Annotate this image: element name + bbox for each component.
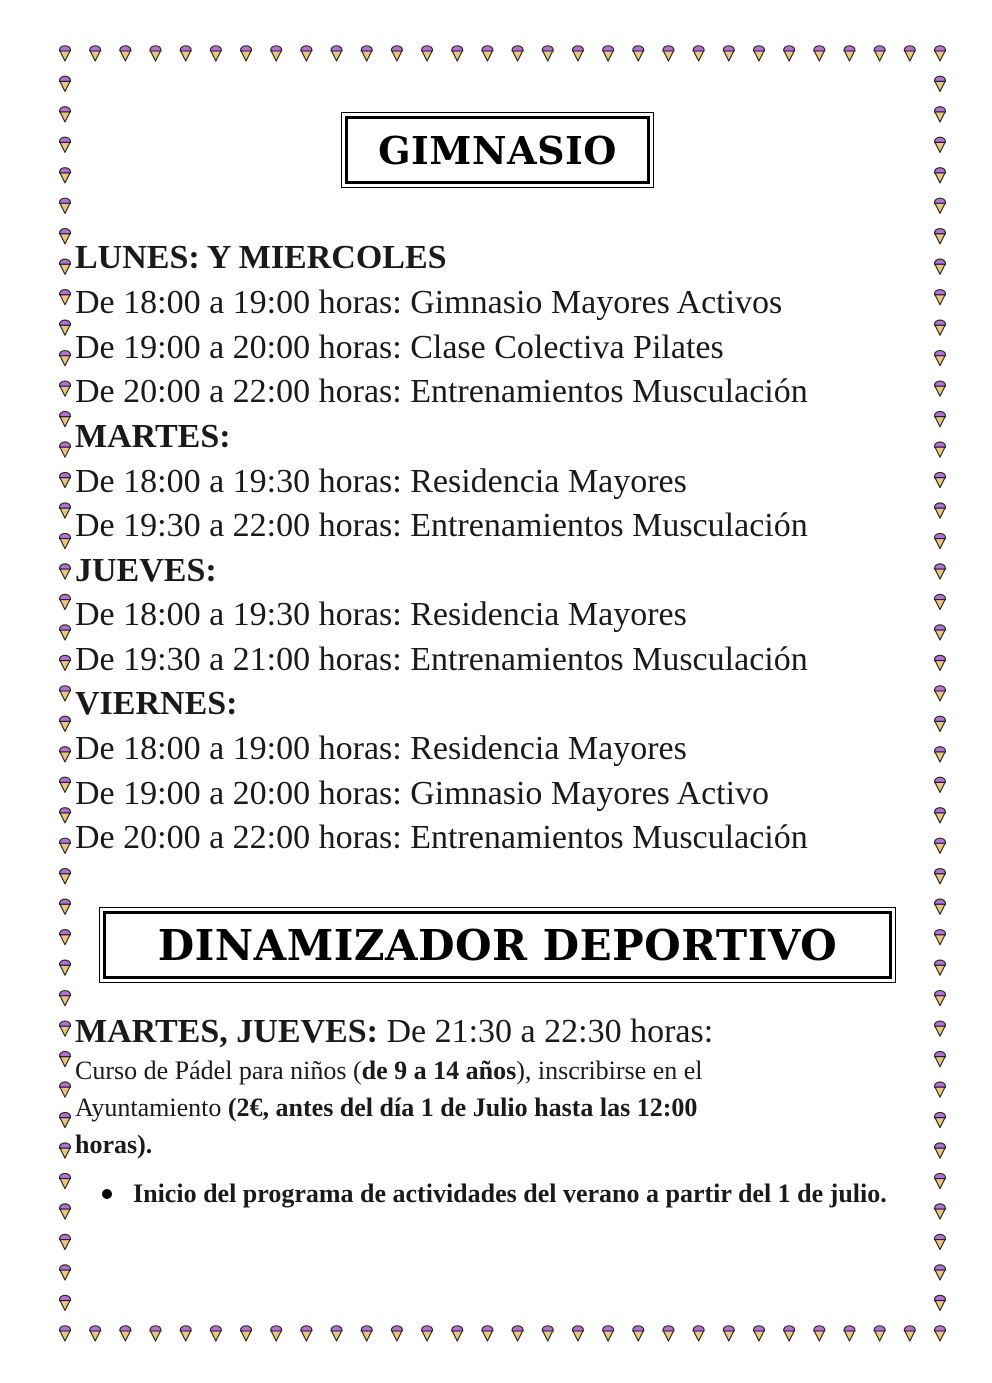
price-deadline: (2€, antes del día 1 de Julio hasta las 12:00	[227, 1093, 698, 1122]
ice-cream-cone-icon	[934, 1204, 945, 1219]
dinamizador-desc-line-3: horas).	[75, 1130, 153, 1159]
ice-cream-cone-icon	[241, 46, 252, 61]
ice-cream-cone-icon	[934, 869, 945, 884]
ice-cream-cone-icon	[59, 442, 70, 457]
schedule-line: De 19:30 a 21:00 horas: Entrenamientos Musculación	[75, 641, 808, 678]
ice-cream-cone-icon	[693, 46, 704, 61]
ice-cream-cone-icon	[934, 320, 945, 335]
ice-cream-cone-icon	[59, 1021, 70, 1036]
schedule-line: De 18:00 a 19:30 horas: Residencia Mayores	[75, 596, 687, 633]
ice-cream-cone-icon	[59, 594, 70, 609]
bullet-list	[100, 1176, 922, 1212]
ice-cream-cone-icon	[59, 1295, 70, 1310]
ice-cream-cone-icon	[59, 503, 70, 518]
ice-cream-cone-icon	[59, 686, 70, 701]
ice-cream-cone-icon	[934, 259, 945, 274]
ice-cream-cone-icon	[904, 46, 915, 61]
ice-cream-cone-icon	[723, 46, 734, 61]
ice-cream-cone-icon	[59, 46, 70, 61]
ice-cream-cone-icon	[934, 198, 945, 213]
ice-cream-cone-icon	[934, 1021, 945, 1036]
ice-cream-cone-icon	[603, 1326, 614, 1341]
age-range: de 9 a 14 años	[361, 1056, 517, 1085]
ice-cream-cone-icon	[391, 1326, 402, 1341]
ice-cream-cone-icon	[90, 46, 101, 61]
ice-cream-cone-icon	[90, 1326, 101, 1341]
dinamizador-desc-line-2	[75, 1095, 697, 1121]
ice-cream-cone-icon	[59, 808, 70, 823]
ice-cream-cone-icon	[934, 960, 945, 975]
ice-cream-cone-icon	[59, 838, 70, 853]
ice-cream-cone-icon	[271, 46, 282, 61]
ice-cream-cone-icon	[603, 46, 614, 61]
ice-cream-cone-icon	[422, 1326, 433, 1341]
ice-cream-cone-icon	[934, 442, 945, 457]
ice-cream-cone-icon	[934, 411, 945, 426]
ice-cream-cone-icon	[59, 1143, 70, 1158]
ice-cream-cone-icon	[934, 1082, 945, 1097]
day-heading-viernes: VIERNES:	[75, 685, 238, 722]
day-heading-jueves: JUEVES:	[75, 552, 217, 589]
ice-cream-cone-icon	[934, 686, 945, 701]
dinamizador-desc-line-1	[75, 1058, 703, 1084]
ice-cream-cone-icon	[59, 1234, 70, 1249]
ice-cream-cone-icon	[331, 1326, 342, 1341]
schedule-line: De 18:00 a 19:00 horas: Gimnasio Mayores Activos	[75, 284, 783, 321]
schedule-line: De 18:00 a 19:00 horas: Residencia Mayores	[75, 730, 687, 767]
ice-cream-cone-icon	[59, 655, 70, 670]
ice-cream-cone-icon	[934, 899, 945, 914]
ice-cream-cone-icon	[482, 1326, 493, 1341]
ice-cream-cone-icon	[934, 351, 945, 366]
ice-cream-cone-icon	[934, 1112, 945, 1127]
ice-cream-cone-icon	[934, 1143, 945, 1158]
bullet-item: Inicio del programa de actividades del verano a partir del 1 de julio.	[100, 1176, 922, 1212]
ice-cream-cone-icon	[934, 777, 945, 792]
ice-cream-cone-icon	[59, 229, 70, 244]
ice-cream-cone-icon	[59, 777, 70, 792]
ice-cream-cone-icon	[934, 76, 945, 91]
desc-text: Ayuntamiento	[75, 1093, 228, 1122]
ice-cream-cone-icon	[934, 290, 945, 305]
ice-cream-cone-icon	[934, 46, 945, 61]
ice-cream-cone-icon	[59, 259, 70, 274]
ice-cream-cone-icon	[361, 46, 372, 61]
schedule-line: De 19:00 a 20:00 horas: Clase Colectiva Pilates	[75, 329, 724, 366]
ice-cream-cone-icon	[59, 198, 70, 213]
ice-cream-cone-icon	[59, 960, 70, 975]
ice-cream-cone-icon	[59, 76, 70, 91]
ice-cream-cone-icon	[934, 1295, 945, 1310]
ice-cream-cone-icon	[934, 991, 945, 1006]
ice-cream-cone-icon	[59, 137, 70, 152]
ice-cream-cone-icon	[934, 808, 945, 823]
ice-cream-cone-icon	[59, 564, 70, 579]
ice-cream-cone-icon	[452, 46, 463, 61]
ice-cream-cone-icon	[59, 747, 70, 762]
day-heading-martes: MARTES:	[75, 418, 231, 455]
ice-cream-cone-icon	[874, 1326, 885, 1341]
ice-cream-cone-icon	[59, 1204, 70, 1219]
ice-cream-cone-icon	[934, 838, 945, 853]
ice-cream-cone-icon	[934, 1265, 945, 1280]
ice-cream-cone-icon	[934, 1234, 945, 1249]
ice-cream-cone-icon	[934, 930, 945, 945]
ice-cream-cone-icon	[120, 46, 131, 61]
schedule-line: De 19:00 a 20:00 horas: Gimnasio Mayores Activo	[75, 775, 770, 812]
ice-cream-cone-icon	[210, 46, 221, 61]
ice-cream-cone-icon	[59, 533, 70, 548]
ice-cream-cone-icon	[59, 1173, 70, 1188]
dinamizador-schedule	[75, 1015, 713, 1049]
schedule-line: De 18:00 a 19:30 horas: Residencia Mayores	[75, 463, 687, 500]
ice-cream-cone-icon	[59, 1326, 70, 1341]
ice-cream-cone-icon	[59, 716, 70, 731]
ice-cream-cone-icon	[934, 625, 945, 640]
ice-cream-cone-icon	[572, 1326, 583, 1341]
schedule-line: De 20:00 a 22:00 horas: Entrenamientos Musculación	[75, 819, 808, 856]
desc-text: Curso de Pádel para niños (	[75, 1056, 362, 1085]
ice-cream-cone-icon	[512, 46, 523, 61]
ice-cream-cone-icon	[723, 1326, 734, 1341]
ice-cream-cone-icon	[59, 290, 70, 305]
ice-cream-cone-icon	[482, 46, 493, 61]
ice-cream-cone-icon	[180, 1326, 191, 1341]
schedule-line: De 20:00 a 22:00 horas: Entrenamientos Musculación	[75, 373, 808, 410]
ice-cream-cone-icon	[753, 46, 764, 61]
dinamizador-time: De 21:30 a 22:30 horas:	[377, 1013, 714, 1050]
schedule-line: De 19:30 a 22:00 horas: Entrenamientos Musculación	[75, 507, 808, 544]
ice-cream-cone-icon	[542, 1326, 553, 1341]
ice-cream-cone-icon	[271, 1326, 282, 1341]
ice-cream-cone-icon	[150, 46, 161, 61]
ice-cream-cone-icon	[542, 46, 553, 61]
ice-cream-cone-icon	[934, 1051, 945, 1066]
ice-cream-cone-icon	[934, 1173, 945, 1188]
ice-cream-cone-icon	[422, 46, 433, 61]
ice-cream-cone-icon	[874, 46, 885, 61]
ice-cream-cone-icon	[934, 1326, 945, 1341]
ice-cream-cone-icon	[331, 46, 342, 61]
ice-cream-cone-icon	[934, 137, 945, 152]
ice-cream-cone-icon	[814, 46, 825, 61]
ice-cream-cone-icon	[59, 351, 70, 366]
ice-cream-cone-icon	[59, 168, 70, 183]
ice-cream-cone-icon	[59, 1051, 70, 1066]
ice-cream-cone-icon	[572, 46, 583, 61]
day-heading-lunes-miercoles: LUNES: Y MIERCOLES	[75, 239, 447, 276]
ice-cream-cone-icon	[59, 381, 70, 396]
ice-cream-cone-icon	[934, 381, 945, 396]
ice-cream-cone-icon	[59, 411, 70, 426]
ice-cream-cone-icon	[844, 1326, 855, 1341]
dinamizador-title: DINAMIZADOR DEPORTIVO	[103, 911, 892, 979]
ice-cream-cone-icon	[59, 1082, 70, 1097]
ice-cream-cone-icon	[301, 46, 312, 61]
ice-cream-cone-icon	[934, 533, 945, 548]
ice-cream-cone-icon	[934, 229, 945, 244]
ice-cream-cone-icon	[241, 1326, 252, 1341]
gimnasio-title: GIMNASIO	[345, 116, 650, 184]
ice-cream-cone-icon	[663, 46, 674, 61]
ice-cream-cone-icon	[934, 503, 945, 518]
ice-cream-cone-icon	[150, 1326, 161, 1341]
ice-cream-cone-icon	[59, 625, 70, 640]
ice-cream-cone-icon	[693, 1326, 704, 1341]
ice-cream-cone-icon	[59, 899, 70, 914]
ice-cream-cone-icon	[784, 1326, 795, 1341]
ice-cream-cone-icon	[59, 869, 70, 884]
ice-cream-cone-icon	[633, 1326, 644, 1341]
ice-cream-cone-icon	[904, 1326, 915, 1341]
desc-text: ), inscribirse en el	[516, 1056, 703, 1085]
ice-cream-cone-icon	[59, 991, 70, 1006]
ice-cream-cone-icon	[663, 1326, 674, 1341]
dinamizador-days: MARTES, JUEVES:	[75, 1013, 378, 1050]
ice-cream-cone-icon	[784, 46, 795, 61]
ice-cream-cone-icon	[59, 930, 70, 945]
ice-cream-cone-icon	[934, 594, 945, 609]
ice-cream-cone-icon	[180, 46, 191, 61]
ice-cream-cone-icon	[934, 168, 945, 183]
ice-cream-cone-icon	[120, 1326, 131, 1341]
ice-cream-cone-icon	[59, 1265, 70, 1280]
ice-cream-cone-icon	[934, 472, 945, 487]
ice-cream-cone-icon	[753, 1326, 764, 1341]
ice-cream-cone-icon	[934, 747, 945, 762]
ice-cream-cone-icon	[301, 1326, 312, 1341]
ice-cream-cone-icon	[59, 472, 70, 487]
ice-cream-cone-icon	[210, 1326, 221, 1341]
ice-cream-cone-icon	[844, 46, 855, 61]
ice-cream-cone-icon	[391, 46, 402, 61]
ice-cream-cone-icon	[934, 564, 945, 579]
ice-cream-cone-icon	[814, 1326, 825, 1341]
ice-cream-cone-icon	[452, 1326, 463, 1341]
ice-cream-cone-icon	[59, 320, 70, 335]
ice-cream-cone-icon	[633, 46, 644, 61]
ice-cream-cone-icon	[934, 655, 945, 670]
ice-cream-cone-icon	[512, 1326, 523, 1341]
ice-cream-cone-icon	[59, 1112, 70, 1127]
ice-cream-cone-icon	[934, 716, 945, 731]
ice-cream-cone-icon	[361, 1326, 372, 1341]
ice-cream-cone-icon	[59, 107, 70, 122]
ice-cream-cone-icon	[934, 107, 945, 122]
